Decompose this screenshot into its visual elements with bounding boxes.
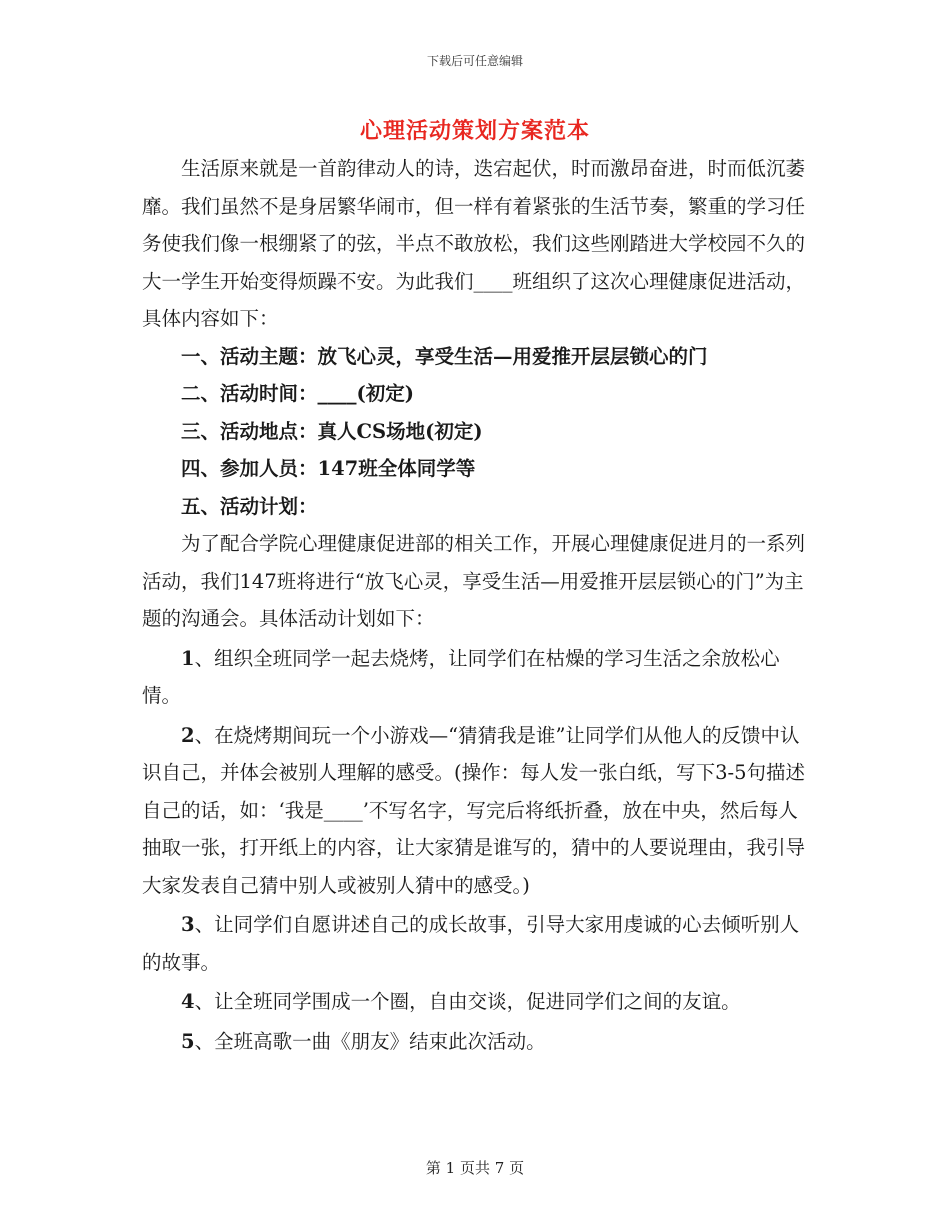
page-header: 下载后可任意编辑 — [426, 54, 523, 68]
section-location: 三、活动地点：真人CS场地(初定) — [181, 419, 483, 443]
plan-item-3 — [142, 906, 810, 981]
plan-item-5 — [142, 1023, 810, 1061]
page-footer: 第 1 页共 7 页 — [425, 1159, 525, 1177]
plan-item-number: 2 — [181, 723, 195, 747]
section-participants: 四、参加人员：147班全体同学等 — [181, 457, 476, 480]
plan-item-text: 、组织全班同学一起去烧烤，让同学们在枯燥的学习生活之余放松心情。 — [142, 646, 780, 707]
section-plan: 五、活动计划： — [181, 494, 318, 518]
plan-item-number: 5 — [181, 1029, 195, 1053]
plan-item-number: 1 — [181, 646, 195, 670]
document-title: 心理活动策划方案范本 — [359, 118, 590, 144]
plan-item-text: 、让全班同学围成一个圈，自由交谈，促进同学们之间的友谊。 — [194, 990, 741, 1013]
plan-item-text: 、让同学们自愿讲述自己的成长故事，引导大家用虔诚的心去倾听别人的故事。 — [142, 913, 800, 974]
plan-item-2 — [142, 717, 810, 905]
plan-item-1 — [142, 640, 810, 715]
plan-item-text: 、全班高歌一曲《朋友》结束此次活动。 — [194, 1029, 546, 1053]
plan-item-number: 4 — [181, 990, 195, 1013]
section-theme: 一、活动主题：放飞心灵，享受生活—用爱推开层层锁心的门 — [181, 344, 708, 368]
intro-paragraph: 生活原来就是一首韵律动人的诗，迭宕起伏，时而激昂奋进，时而低沉萎靡。我们虽然不是身居繁华闹市，但一样有着紧张的生活节奏，繁重的学习任务使我们像一根绷紧了的弦，半点不敢放松，我们这些刚踏进大学校园不久的大一学生开始变得烦躁不安。为此我们____班组织了这次心理健康促进活动，具体内容如下： — [142, 157, 806, 330]
plan-item-number: 3 — [181, 913, 195, 936]
plan-item-text: 、在烧烤期间玩一个小游戏—“猜猜我是谁”让同学们从他人的反馈中认识自己，并体会被别人理解的感受。(操作：每人发一张白纸，写下3-5句描述自己的话，如：‘我是____’不写名字，写完后将纸折叠，放在中央，然后每人抽取一张，打开纸上的内容，让大家猜是谁写的，猜中的人要说理由，我引导大家发表自己猜中别人或被别人猜中的感受。) — [142, 723, 806, 897]
plan-intro-paragraph: 为了配合学院心理健康促进部的相关工作，开展心理健康促进月的一系列活动，我们147班将进行“放飞心灵，享受生活—用爱推开层层锁心的门”为主题的沟通会。具体活动计划如下： — [142, 532, 806, 630]
plan-item-4 — [142, 983, 810, 1021]
section-time: 二、活动时间：____(初定) — [181, 382, 414, 405]
document-body — [142, 150, 810, 1060]
